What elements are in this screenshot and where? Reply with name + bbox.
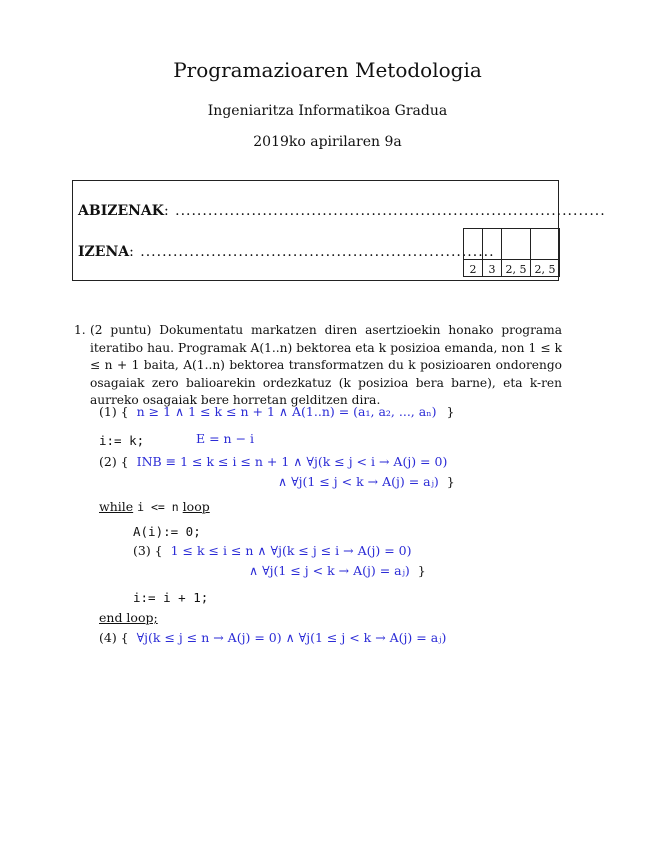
degree-subtitle: Ingeniaritza Informatikoa Gradua (207, 103, 448, 119)
while-line (99, 499, 210, 514)
exam-date: 2019ko apirilaren 9a (253, 134, 402, 150)
score-max-1: 2 (464, 260, 483, 277)
assertion-4-body: ∀j(k ≤ j ≤ n → A(j) = 0) ∧ ∀j(1 ≤ j < k → A(j) = aⱼ) (136, 630, 447, 645)
score-max-2: 3 (483, 260, 502, 277)
assertion-1 (99, 404, 454, 419)
score-cell-3[interactable] (502, 229, 531, 260)
question-text: (2 puntu) Dokumentatu markatzen diren asertzioekin honako programa iteratibo hau. Programak A(1..n) bektorea eta k posizioa emanda, non 1 ≤ k ≤ n + 1 baita, A(1..n) bektorea transformatzen du k posizioaren ondorengo osagaiak zero balioarekin ordezkatuz (k posizioa bera barne), eta k-ren aurreko osagaiak bere horretan gelditzen dira. (90, 323, 562, 407)
score-max-3: 2, 5 (502, 260, 531, 277)
assertion-3-label: (3) { (133, 543, 163, 558)
assign-i-k: i:= k; (99, 433, 145, 448)
surname-line[interactable] (78, 203, 606, 219)
surname-label: ABIZENAK (78, 203, 164, 219)
score-max-4: 2, 5 (531, 260, 560, 277)
question-number: 1. (74, 323, 86, 337)
assertion-1-label: (1) { (99, 404, 129, 419)
name-line[interactable] (78, 244, 495, 260)
while-condition: i <= n (137, 500, 179, 514)
assertion-2-body-2: ∧ ∀j(1 ≤ j < k → A(j) = aⱼ) (278, 474, 439, 489)
end-loop: end loop; (99, 610, 158, 625)
assertion-3 (133, 543, 411, 558)
name-label: IZENA (78, 244, 130, 260)
assertion-4 (99, 630, 446, 645)
assertion-1-close: } (446, 404, 455, 419)
assertion-2-close: } (446, 474, 455, 489)
assertion-3-body-1: 1 ≤ k ≤ i ≤ n ∧ ∀j(k ≤ j ≤ i → A(j) = 0) (170, 543, 412, 558)
surname-dots: : ............................................................................... (163, 203, 606, 219)
assertion-2-cont (278, 474, 455, 489)
increment-i: i:= i + 1; (133, 590, 209, 605)
assertion-3-close: } (417, 563, 426, 578)
score-cell-2[interactable] (483, 229, 502, 260)
body-assign: A(i):= 0; (133, 524, 201, 539)
score-cell-4[interactable] (531, 229, 560, 260)
assertion-4-label: (4) { (99, 630, 129, 645)
page-title: Programazioaren Metodologia (173, 58, 482, 82)
assertion-1-body: n ≥ 1 ∧ 1 ≤ k ≤ n + 1 ∧ A(1..n) = (a₁, a₂, ..., aₙ) (136, 404, 437, 419)
assertion-2 (99, 454, 447, 469)
question-1 (75, 322, 562, 410)
loop-keyword: loop (182, 499, 210, 514)
assertion-3-cont (249, 563, 426, 578)
score-table (463, 228, 560, 277)
score-cell-1[interactable] (464, 229, 483, 260)
name-dots: : ................................................................. (129, 244, 495, 260)
assertion-3-body-2: ∧ ∀j(1 ≤ j < k → A(j) = aⱼ) (249, 563, 410, 578)
assertion-2-body-1: INB ≡ 1 ≤ k ≤ i ≤ n + 1 ∧ ∀j(k ≤ j < i → A(j) = 0) (136, 454, 448, 469)
while-keyword: while (99, 499, 134, 514)
bound-function: E = n − i (196, 431, 255, 446)
assertion-2-label: (2) { (99, 454, 129, 469)
